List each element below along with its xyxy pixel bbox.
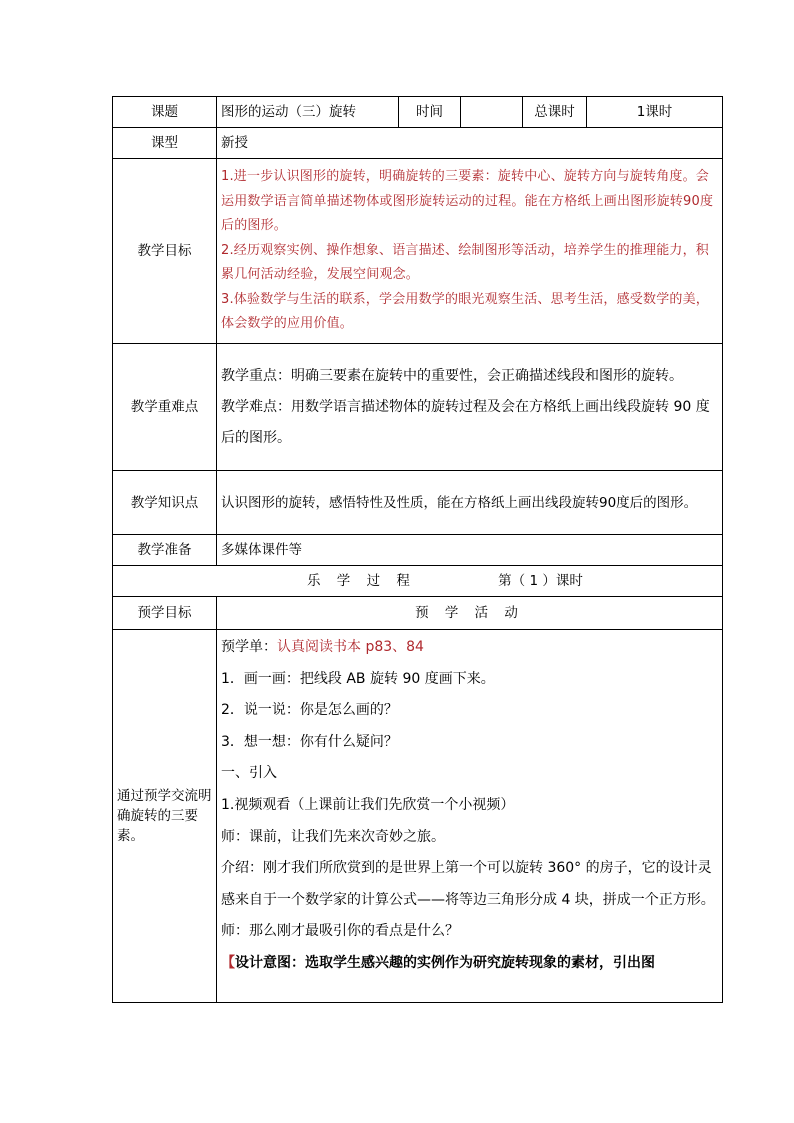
preview-aim-header: 预学目标 (113, 597, 217, 630)
preview-activities (217, 630, 723, 1003)
preview-sheet-task: 认真阅读书本 p83、84 (277, 639, 424, 655)
knowledge-label: 教学知识点 (113, 471, 217, 535)
design-note (221, 948, 718, 980)
preview-sheet-prefix: 预学单： (221, 639, 277, 655)
design-note-bracket: 【 (221, 954, 235, 971)
design-note-text (221, 955, 655, 971)
activity-line: 2．说一说：你是怎么画的？ (221, 702, 398, 719)
activity-line: 3．想一想：你有什么疑问？ (221, 733, 398, 750)
goal-item: 3.体验数学与生活的联系，学会用数学的眼光观察生活、思考生活，感受数学的美，体会数学的应用价值。 (221, 291, 710, 332)
preview-header-row (113, 597, 723, 630)
time-value (461, 97, 523, 128)
key-focus: 教学重点：明确三要素在旋转中的重要性，会正确描述线段和图形的旋转。 (221, 367, 683, 384)
topic-value: 图形的运动（三）旋转 (217, 97, 399, 128)
process-header (113, 566, 723, 597)
key-points-content (217, 344, 723, 471)
time-label: 时间 (399, 97, 461, 128)
goals-row (113, 159, 723, 344)
preview-activity-header: 预 学 活 动 (217, 597, 723, 630)
goal-item: 1.进一步认识图形的旋转，明确旋转的三要素：旋转中心、旋转方向与旋转角度。会运用数学语言简单描述物体或图形旋转运动的过程。能在方格纸上画出图形旋转90度后的图形。 (221, 169, 714, 234)
key-points-row (113, 344, 723, 471)
total-hours-value: 1课时 (587, 97, 723, 128)
activity-line: 师：那么刚才最吸引你的看点是什么？ (221, 923, 459, 940)
topic-label: 课题 (113, 97, 217, 128)
goals-label: 教学目标 (113, 159, 217, 344)
activity-line: 1.视频观看（上课前让我们先欣赏一个小视频） (221, 796, 515, 813)
knowledge-text: 认识图形的旋转，感悟特性及性质，能在方格纸上画出线段旋转90度后的图形。 (221, 494, 698, 511)
knowledge-row (113, 471, 723, 535)
design-note-body: 设计意图：选取学生感兴趣的实例作为研究旋转现象的素材，引出图 (235, 954, 655, 971)
key-points-label: 教学重难点 (113, 344, 217, 471)
goals-content (217, 159, 723, 344)
total-hours-label: 总课时 (523, 97, 587, 128)
prep-row (113, 535, 723, 566)
key-difficulty: 教学难点：用数学语言描述物体的旋转过程及会在方格纸上画出线段旋转 90 度后的图形。 (221, 398, 710, 446)
process-row (113, 566, 723, 597)
activity-line: 一、引入 (221, 765, 277, 782)
preview-sheet-line (221, 632, 718, 664)
process-title: 乐 学 过 程 (307, 573, 416, 589)
activity-line: 1．画一画：把线段 AB 旋转 90 度画下来。 (221, 670, 495, 687)
type-label: 课型 (113, 128, 217, 159)
type-row (113, 128, 723, 159)
activity-line: 师：课前，让我们先来次奇妙之旅。 (221, 828, 445, 845)
lesson-number: 第（ 1 ）课时 (498, 573, 583, 589)
lesson-plan-table (112, 96, 723, 1003)
prep-label: 教学准备 (113, 535, 217, 566)
preview-content-row (113, 630, 723, 1003)
topic-row (113, 97, 723, 128)
type-value: 新授 (217, 128, 723, 159)
activity-line: 介绍：刚才我们所欣赏到的是世界上第一个可以旋转 360° 的房子，它的设计灵感来自于一个数学家的计算公式——将等边三角形分成 4 块，拼成一个正方形。 (221, 860, 715, 908)
knowledge-content (217, 471, 723, 535)
goal-item: 2.经历观察实例、操作想象、语言描述、绘制图形等活动，培养学生的推理能力，积累几何活动经验，发展空间观念。 (221, 242, 710, 283)
preview-aim: 通过预学交流明确旋转的三要素。 (113, 630, 217, 1003)
prep-value: 多媒体课件等 (217, 535, 723, 566)
